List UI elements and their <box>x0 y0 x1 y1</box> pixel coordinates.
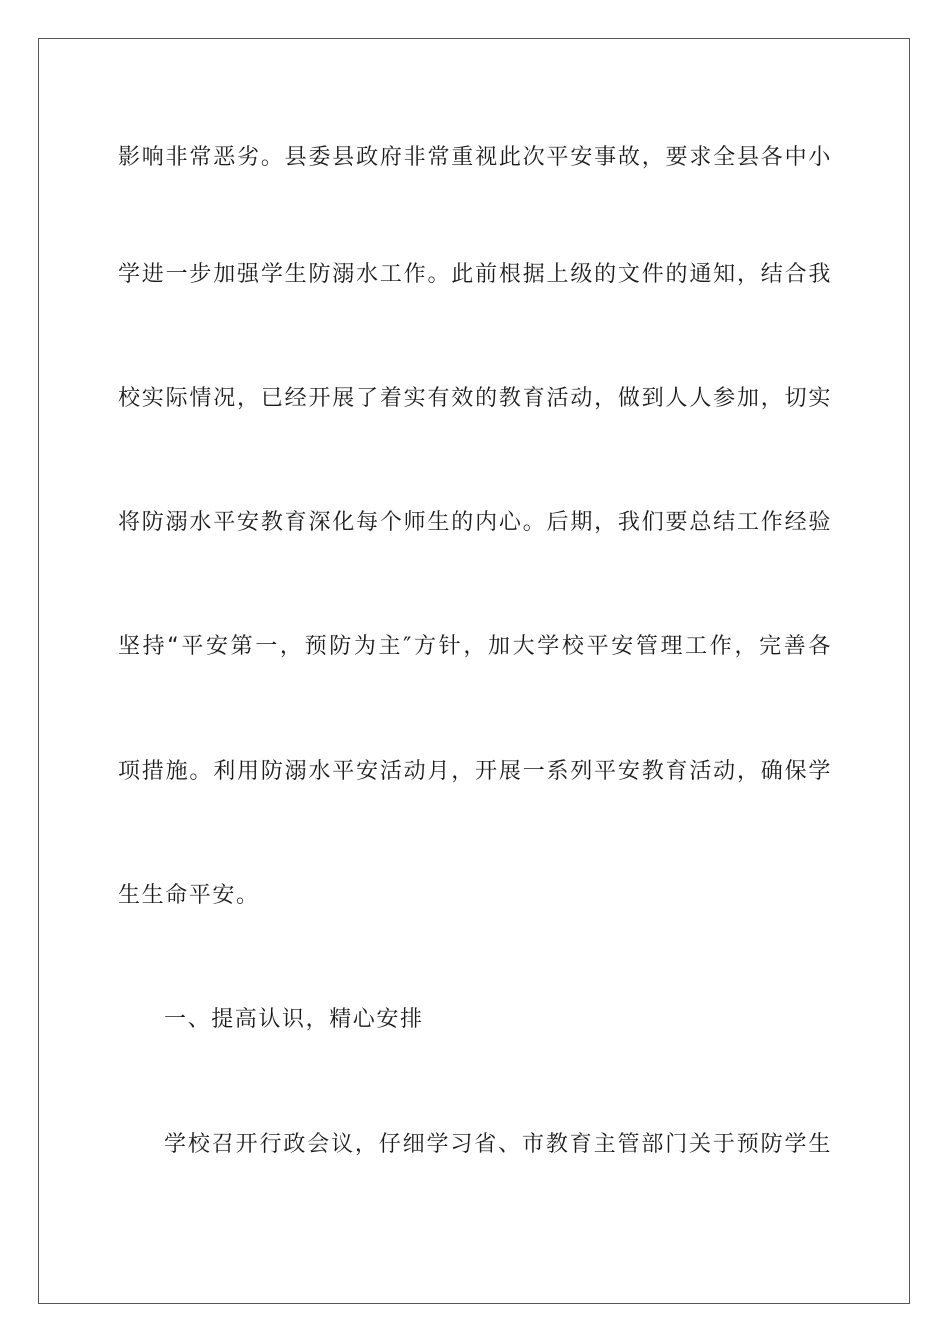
paragraph-line-5: 坚持“平安第一，预防为主″方针，加大学校平安管理工作，完善各 <box>118 634 832 659</box>
section-paragraph-line: 学校召开行政会议，仔细学习省、市教育主管部门关于预防学生 <box>164 1132 832 1157</box>
page-border <box>38 38 910 1304</box>
paragraph-line-3: 校实际情况，已经开展了着实有效的教育活动，做到人人参加，切实 <box>118 386 832 411</box>
paragraph-line-2: 学进一步加强学生防溺水工作。此前根据上级的文件的通知，结合我 <box>118 262 832 287</box>
paragraph-line-1: 影响非常恶劣。县委县政府非常重视此次平安事故，要求全县各中小 <box>118 145 832 170</box>
paragraph-line-4: 将防溺水平安教育深化每个师生的内心。后期，我们要总结工作经验 <box>118 510 832 535</box>
section-heading: 一、提高认识，精心安排 <box>164 1007 424 1032</box>
paragraph-line-6: 项措施。利用防溺水平安活动月，开展一系列平安教育活动，确保学 <box>118 759 832 784</box>
paragraph-line-7: 生生命平安。 <box>118 883 260 908</box>
